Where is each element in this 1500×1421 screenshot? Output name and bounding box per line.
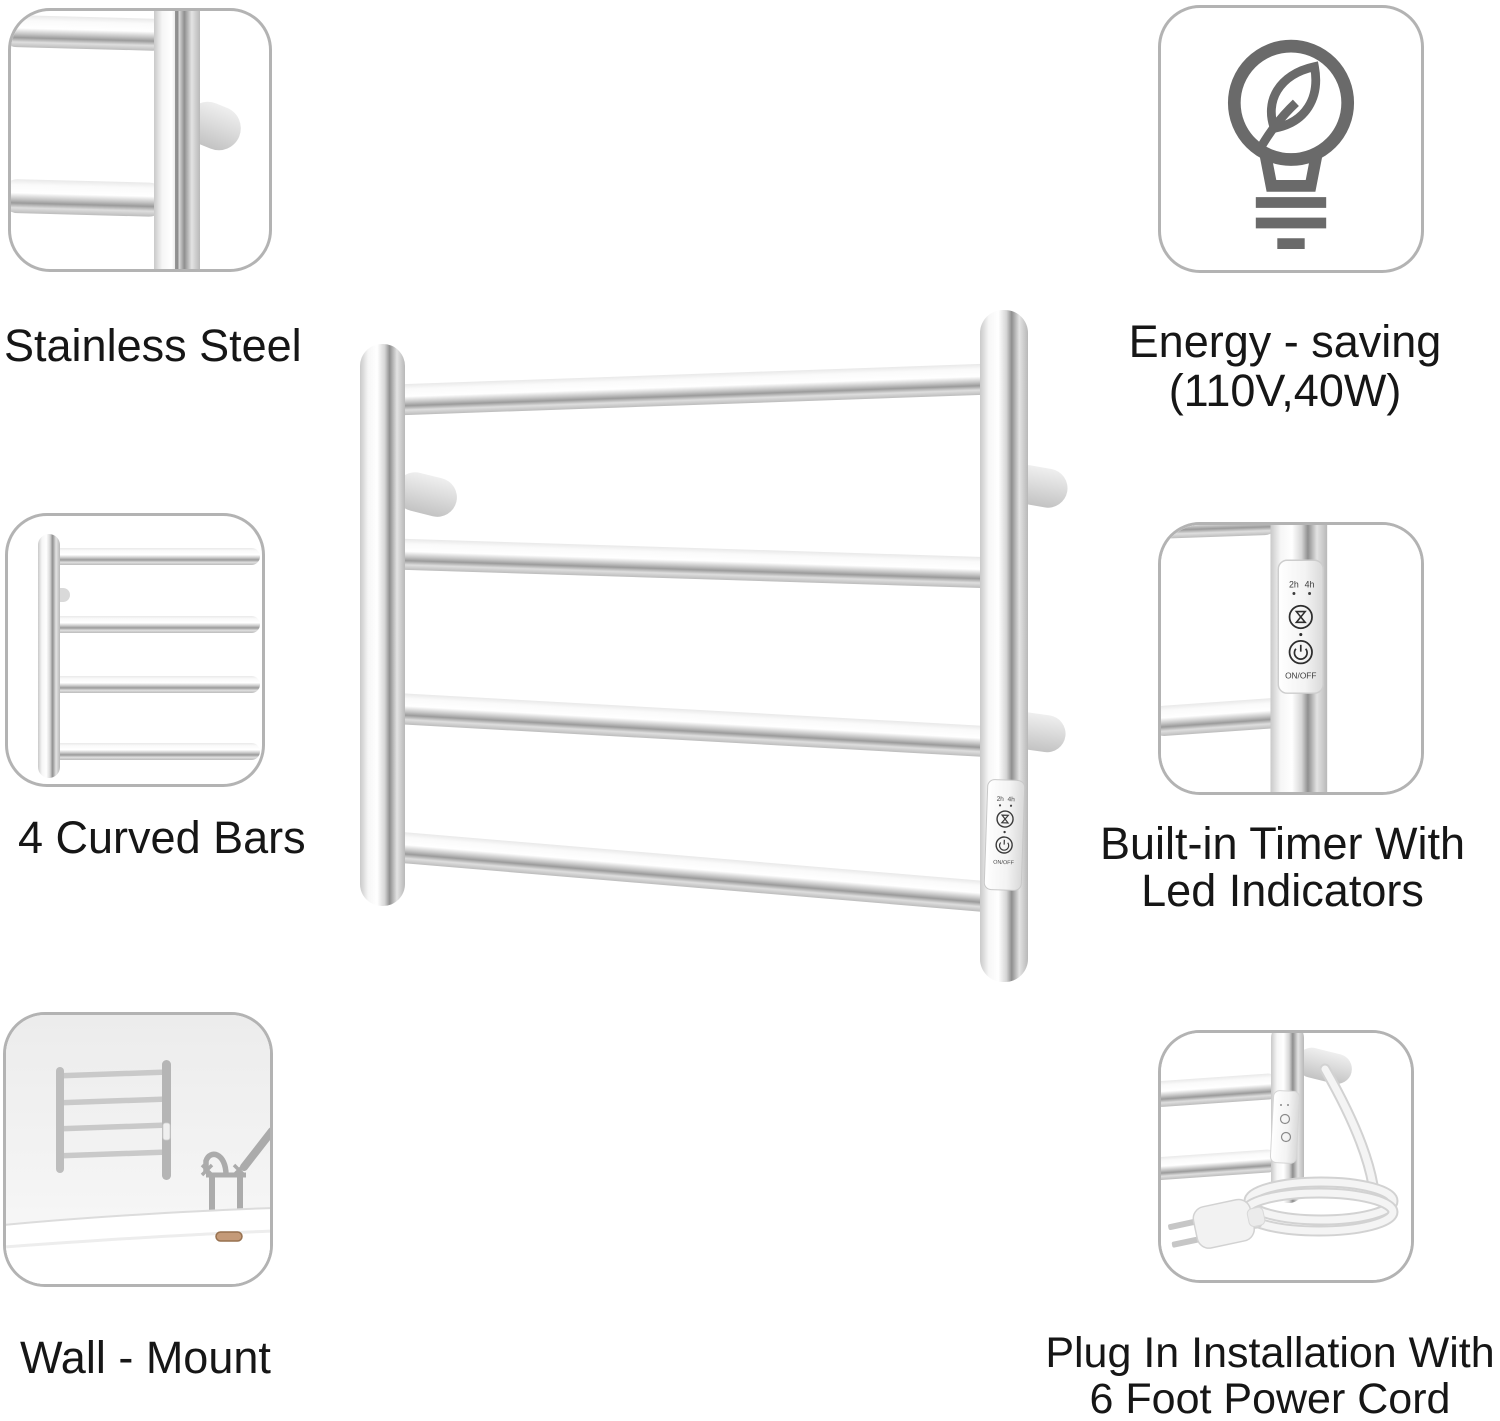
thumbnail-energy-saving xyxy=(1158,5,1424,273)
timer-2h-label: 2h xyxy=(996,795,1004,803)
label-plug xyxy=(1032,1330,1500,1421)
control-panel-small xyxy=(1270,1090,1300,1163)
timer-4h-label: 4h xyxy=(1007,796,1015,804)
label-energy-saving-line2: (110V,40W) xyxy=(1168,365,1402,416)
label-stainless-steel: Stainless Steel xyxy=(4,320,302,371)
label-wall-mount: Wall - Mount xyxy=(20,1332,271,1383)
towel-warmer-product-image xyxy=(350,300,1070,1005)
led-indicator-2h xyxy=(1292,592,1295,595)
label-energy-saving-line1: Energy - saving xyxy=(1128,316,1442,367)
thumbnail-curved-bars xyxy=(5,513,265,787)
overflow-drain xyxy=(216,1232,242,1241)
label-timer-line1: Built-in Timer With xyxy=(1099,818,1466,869)
plug-closeup-image xyxy=(1161,1033,1411,1280)
on-off-label: ON/OFF xyxy=(1285,670,1317,681)
label-plug-line2: 6 Foot Power Cord xyxy=(1089,1375,1451,1421)
label-timer-line2: Led Indicators xyxy=(1141,865,1424,916)
control-panel-small xyxy=(163,1123,170,1140)
wall-mount-scene-image xyxy=(6,1015,270,1284)
label-timer xyxy=(1090,820,1475,914)
energy-bulb-leaf-icon xyxy=(1161,8,1421,270)
led-indicator-4h xyxy=(1308,592,1311,595)
label-energy-saving xyxy=(1105,317,1465,415)
timer-2h-label: 2h xyxy=(1289,579,1299,590)
thumbnail-plug xyxy=(1158,1030,1414,1283)
timer-4h-label: 4h xyxy=(1304,579,1315,590)
thumbnail-wall-mount xyxy=(3,1012,273,1287)
label-plug-line1: Plug In Installation With xyxy=(1045,1329,1495,1377)
control-panel xyxy=(1278,560,1323,693)
curved-bars-image xyxy=(8,516,262,784)
thumbnail-stainless-steel xyxy=(8,8,272,272)
thumbnail-timer xyxy=(1158,522,1424,795)
control-panel xyxy=(984,779,1025,890)
post-left xyxy=(360,344,405,906)
led-indicator-power xyxy=(1299,633,1302,636)
stainless-steel-closeup-image xyxy=(11,11,269,269)
label-curved-bars: 4 Curved Bars xyxy=(18,812,306,863)
on-off-label: ON/OFF xyxy=(993,859,1015,867)
towel-bars xyxy=(377,362,1029,915)
timer-closeup-image xyxy=(1161,525,1421,792)
